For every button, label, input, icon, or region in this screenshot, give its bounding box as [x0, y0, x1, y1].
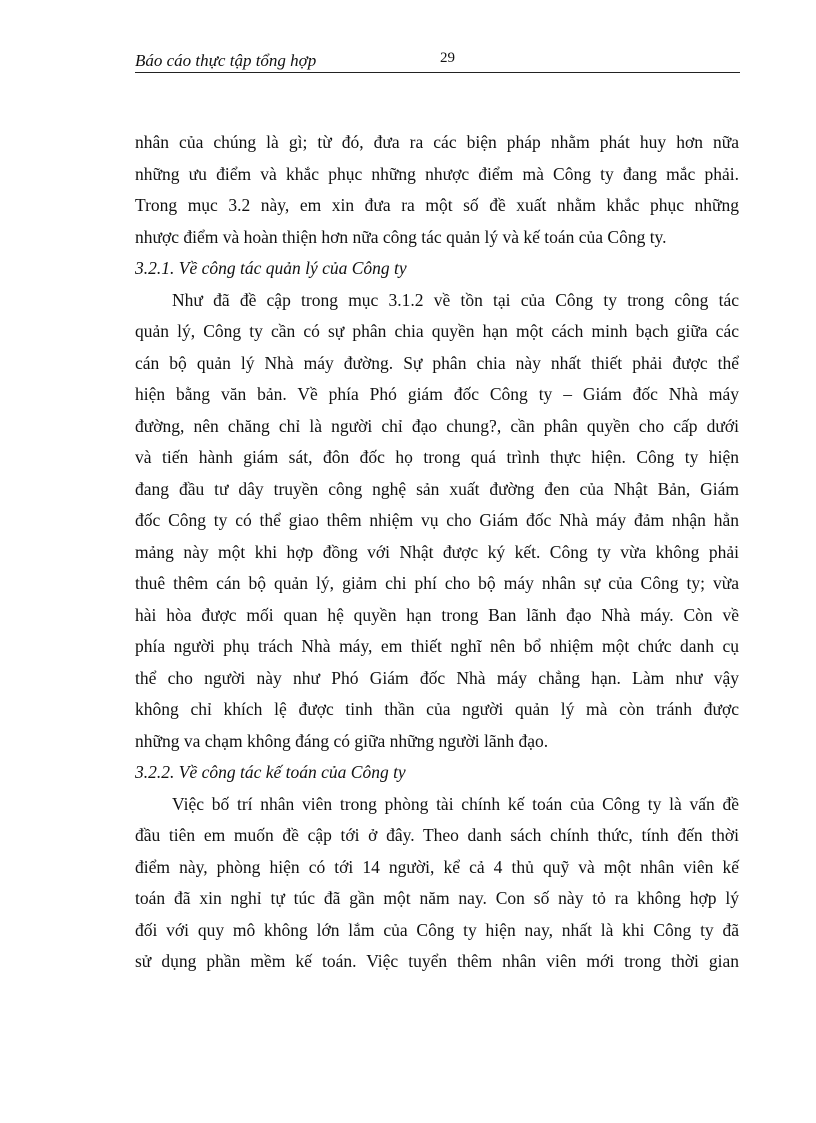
- text-line: đang đầu tư dây truyền công nghệ sản xuất đường đen của Nhật Bản, Giám: [135, 478, 739, 499]
- section-heading: 3.2.2. Về công tác kế toán của Công ty: [135, 762, 406, 782]
- text-line: không chỉ khích lệ được tinh thần của người quản lý mà còn tránh được: [135, 699, 739, 719]
- text-line: đường, nên chăng chỉ là người chỉ đạo chung?, cần phân quyền cho cấp dưới: [135, 415, 739, 436]
- text-line: hiện bằng văn bản. Về phía Phó giám đốc Công ty – Giám đốc Nhà máy: [135, 384, 739, 404]
- text-line: những ưu điểm và khắc phục những nhược điểm mà Công ty đang mắc phải.: [135, 163, 739, 184]
- text-line: đối với quy mô không lớn lắm của Công ty hiện nay, nhất là khi Công ty đã: [135, 919, 739, 940]
- text-line: và tiến hành giám sát, đôn đốc họ trong quá trình thực hiện. Công ty hiện: [135, 447, 739, 467]
- section-heading: 3.2.1. Về công tác quản lý của Công ty: [135, 258, 407, 278]
- text-line: những va chạm không đáng có giữa những người lãnh đạo.: [135, 730, 549, 751]
- text-line: Việc bố trí nhân viên trong phòng tài chính kế toán của Công ty là vấn đề: [172, 793, 739, 814]
- text-line: toán đã xin nghỉ tự túc đã gần một năm nay. Con số này tỏ ra không hợp lý: [135, 888, 739, 908]
- header-title: Báo cáo thực tập tổng hợp: [135, 51, 317, 70]
- page-header: [135, 48, 740, 73]
- text-line: hài hòa được mối quan hệ quyền hạn trong Ban lãnh đạo Nhà máy. Còn về: [135, 604, 739, 625]
- text-line: thể cho người này như Phó Giám đốc Nhà máy chẳng hạn. Làm như vậy: [135, 667, 739, 688]
- text-line: Như đã đề cập trong mục 3.1.2 về tồn tại của Công ty trong công tác: [172, 289, 739, 310]
- page-number: 29: [440, 50, 455, 66]
- text-line: đầu tiên em muốn đề cập tới ở đây. Theo danh sách chính thức, tính đến thời: [135, 825, 739, 845]
- text-line: Trong mục 3.2 này, em xin đưa ra một số đề xuất nhằm khắc phục những: [135, 195, 739, 215]
- text-line: thuê thêm cán bộ quản lý, giảm chi phí cho bộ máy nhân sự của Công ty; vừa: [135, 573, 739, 593]
- text-line: phía người phụ trách Nhà máy, em thiết nghĩ nên bổ nhiệm một chức danh cụ: [135, 636, 739, 656]
- text-line: mảng này một khi hợp đồng với Nhật được ký kết. Công ty vừa không phải: [135, 541, 739, 562]
- text-line: điểm này, phòng hiện có tới 14 người, kể cả 4 thủ quỹ và một nhân viên kế: [135, 856, 739, 877]
- text-line: đốc Công ty có thể giao thêm nhiệm vụ cho Giám đốc Nhà máy đảm nhận hẳn: [135, 510, 739, 530]
- text-line: sử dụng phần mềm kế toán. Việc tuyển thêm nhân viên mới trong thời gian: [135, 951, 739, 971]
- document-body: [135, 127, 739, 978]
- text-line: nhân của chúng là gì; từ đó, đưa ra các biện pháp nhằm phát huy hơn nữa: [135, 132, 739, 152]
- text-line: cán bộ quản lý Nhà máy đường. Sự phân chia này nhất thiết phải được thể: [135, 352, 739, 373]
- text-line: quản lý, Công ty cần có sự phân chia quyền hạn một cách minh bạch giữa các: [135, 321, 739, 341]
- text-line: nhược điểm và hoàn thiện hơn nữa công tác quản lý và kế toán của Công ty.: [135, 226, 667, 247]
